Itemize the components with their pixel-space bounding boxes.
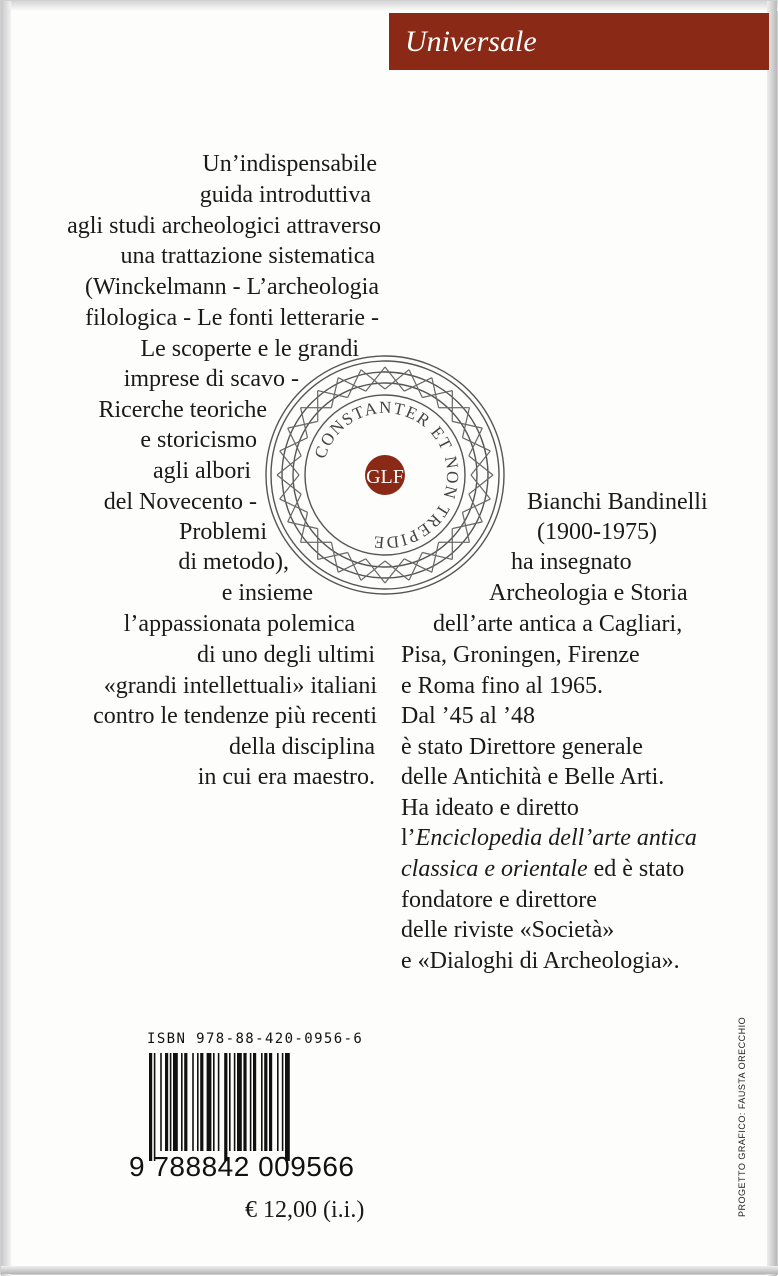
right-line: Archeologia e Storia [489,578,688,608]
left-line: e insieme [222,578,313,608]
left-line: agli albori [153,456,251,486]
right-line: Bianchi Bandinelli [527,487,708,517]
left-line: filologica - Le fonti letterarie - [85,303,379,333]
right-line: Pisa, Groningen, Firenze [401,640,640,670]
price: € 12,00 (i.i.) [245,1197,364,1224]
right-line: e «Dialoghi di Archeologia». [401,946,680,976]
left-line: del Novecento - [104,487,257,517]
left-line: Le scoperte e le grandi [140,334,359,364]
left-line: in cui era maestro. [198,762,375,792]
right-line: è stato Direttore generale [401,732,643,762]
publisher-emblem-icon [263,353,507,597]
left-line: agli studi archeologici attraverso [67,211,381,241]
emblem-monogram: GLF [366,466,404,488]
encyclopedia-title-part1: Enciclopedia dell’arte antica [416,825,697,851]
series-label: Universale [405,25,537,58]
barcode-icon [147,1053,369,1161]
left-line: «grandi intellettuali» italiani [104,671,377,701]
left-line: Problemi [179,517,267,547]
right-line: Ha ideato e diretto [401,793,579,823]
encyclopedia-title-part2: classica e orientale [401,856,588,882]
blurb-text [1,1,778,1276]
right-line: delle Antichità e Belle Arti. [401,762,664,792]
right-line: (1900-1975) [537,517,657,547]
barcode-digits: 9 788842 009566 [129,1151,355,1183]
right-line: fondatore e direttore [401,885,597,915]
right-line: delle riviste «Società» [401,915,614,945]
right-line-suffix: ed è stato [588,856,685,882]
isbn-label: ISBN 978-88-420-0956-6 [147,1031,363,1047]
left-line: imprese di scavo - [124,364,299,394]
left-line: di metodo), [178,547,289,577]
left-line: guida introduttiva [200,180,371,210]
left-line: una trattazione sistematica [120,241,375,271]
right-line: dell’arte antica a Cagliari, [433,609,682,639]
left-line: e storicismo [140,425,257,455]
left-line: Un’indispensabile [202,149,377,179]
emblem-motto: CONSTANTER ET NON TREPIDE [311,398,463,552]
left-line: l’appassionata polemica [124,609,355,639]
left-line: di uno degli ultimi [197,640,375,670]
left-line: Ricerche teoriche [98,395,267,425]
right-line [401,854,684,884]
right-line-prefix: l’ [401,825,416,851]
left-line: contro le tendenze più recenti [93,701,377,731]
left-line: (Winckelmann - L’archeologia [85,272,379,302]
left-line: della disciplina [229,732,375,762]
right-line: ha insegnato [511,547,632,577]
design-credit: PROGETTO GRAFICO: FAUSTA ORECCHIO [737,1017,747,1217]
right-line [401,823,697,853]
right-line: Dal ’45 al ’48 [401,701,535,731]
right-line: e Roma fino al 1965. [401,671,603,701]
